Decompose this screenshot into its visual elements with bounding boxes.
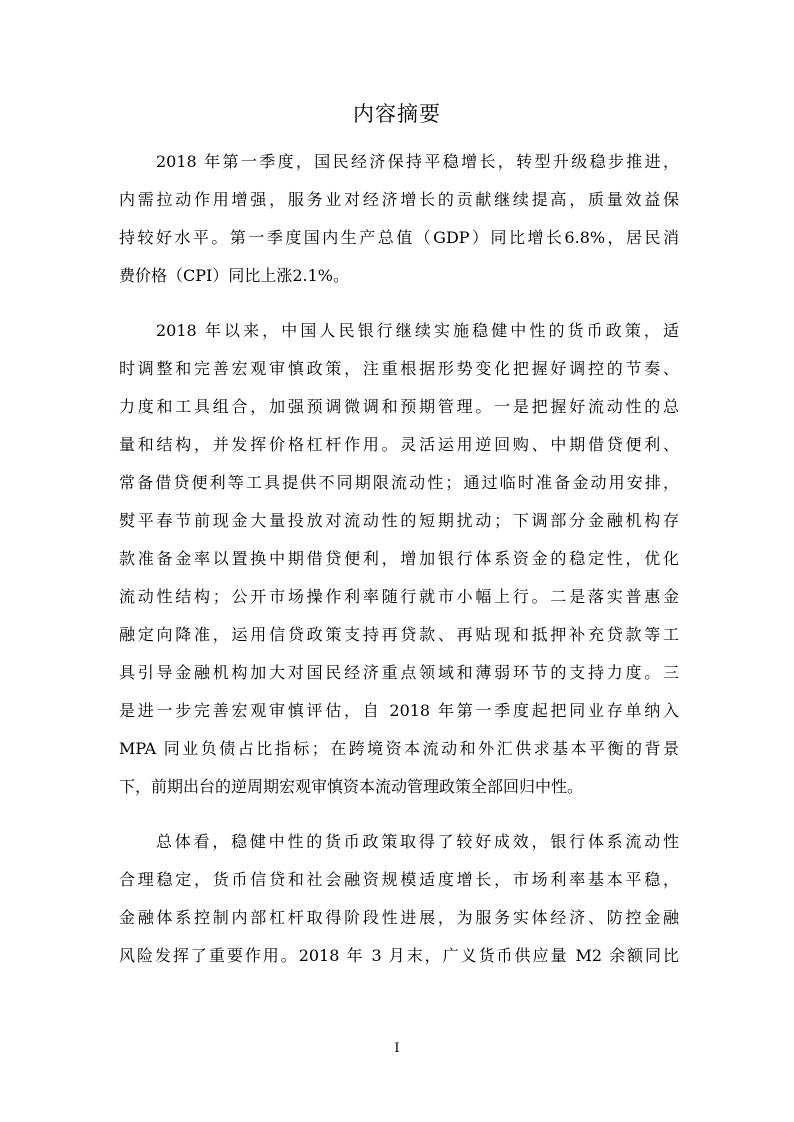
paragraph-line: 款准备金率以置换中期借贷便利，增加银行体系资金的稳定性，优化 bbox=[119, 549, 679, 568]
paragraph-line: 量和结构，并发挥价格杠杆作用。灵活运用逆回购、中期借贷便利、 bbox=[119, 435, 679, 454]
paragraph-line: 2018 年第一季度，国民经济保持平稳增长，转型升级稳步推进， bbox=[156, 152, 679, 171]
paragraph-line: 力度和工具组合，加强预调微调和预期管理。一是把握好流动性的总 bbox=[119, 397, 679, 416]
paragraph-line: 流动性结构；公开市场操作利率随行就市小幅上行。二是落实普惠金 bbox=[119, 587, 679, 606]
paragraph-line: 2018 年以来，中国人民银行继续实施稳健中性的货币政策，适 bbox=[156, 321, 679, 340]
paragraph-line: 金融体系控制内部杠杆取得阶段性进展，为服务实体经济、防控金融 bbox=[119, 908, 679, 927]
paragraph-line: 具引导金融机构加大对国民经济重点领域和薄弱环节的支持力度。三 bbox=[119, 663, 679, 682]
paragraph-line: 总体看，稳健中性的货币政策取得了较好成效，银行体系流动性 bbox=[156, 832, 679, 851]
paragraph-line: 熨平春节前现金大量投放对流动性的短期扰动；下调部分金融机构存 bbox=[119, 511, 679, 530]
page-title: 内容摘要 bbox=[353, 102, 441, 126]
paragraph-line: 融定向降准，运用信贷政策支持再贷款、再贴现和抵押补充贷款等工 bbox=[119, 625, 679, 644]
paragraph-line: 是进一步完善宏观审慎评估，自 2018 年第一季度起把同业存单纳入 bbox=[119, 701, 679, 720]
paragraph-1 bbox=[119, 143, 679, 295]
paragraph-line: MPA 同业负债占比指标；在跨境资本流动和外汇供求基本平衡的背景 bbox=[119, 739, 679, 758]
paragraph-line: 内需拉动作用增强，服务业对经济增长的贡献继续提高，质量效益保 bbox=[119, 190, 679, 209]
paragraph-2 bbox=[119, 312, 679, 806]
paragraph-3 bbox=[119, 823, 679, 975]
paragraph-line: 费价格（CPI）同比上涨2.1%。 bbox=[119, 266, 349, 285]
paragraph-line: 下，前期出台的逆周期宏观审慎资本流动管理政策全部回归中性。 bbox=[119, 777, 584, 796]
paragraph-line: 风险发挥了重要作用。2018 年 3 月末，广义货币供应量 M2 余额同比 bbox=[119, 946, 679, 965]
page-number: I bbox=[394, 1041, 400, 1056]
paragraph-line: 合理稳定，货币信贷和社会融资规模适度增长，市场利率基本平稳， bbox=[119, 870, 679, 889]
paragraph-line: 持较好水平。第一季度国内生产总值（GDP）同比增长6.8%，居民消 bbox=[119, 228, 679, 247]
body-text bbox=[119, 143, 679, 992]
paragraph-line: 时调整和完善宏观审慎政策，注重根据形势变化把握好调控的节奏、 bbox=[119, 359, 679, 378]
paragraph-line: 常备借贷便利等工具提供不同期限流动性；通过临时准备金动用安排， bbox=[119, 473, 679, 492]
